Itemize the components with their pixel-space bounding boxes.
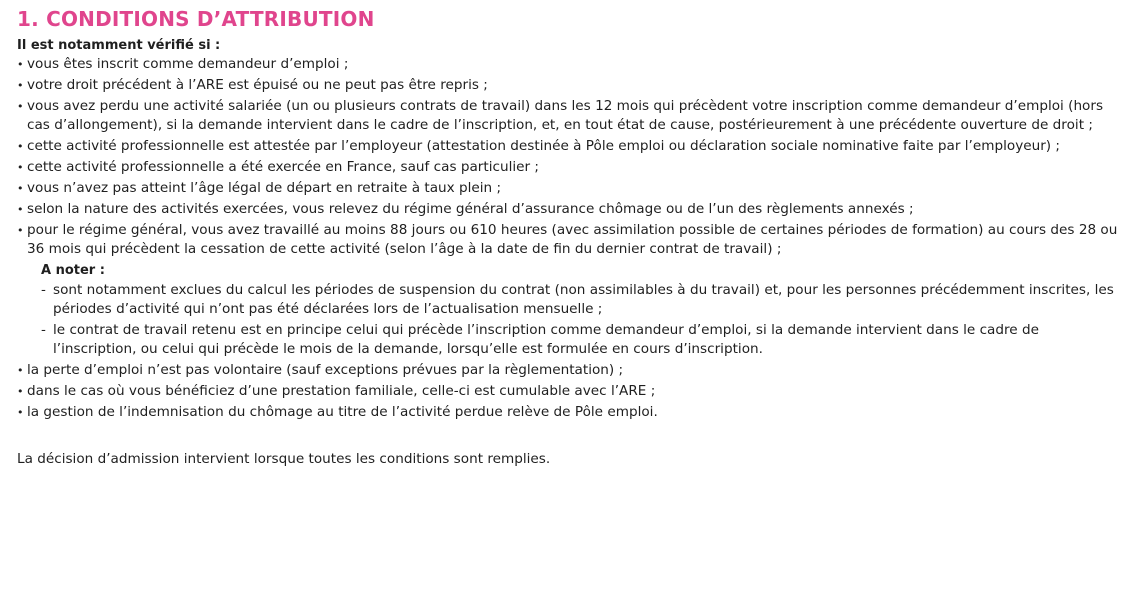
note-title: A noter :: [41, 263, 105, 278]
condition-item: • cette activité professionnelle est attestée par l’employeur (attestation destinée à Pôle emploi ou déclaration sociale nominative faite par l’employeur) ;: [17, 137, 1122, 156]
note-item: - sont notamment exclues du calcul les périodes de suspension du contrat (non assimilables à du travail) et, pour les personnes précédemment inscrites, les périodes d’activité qui n’ont pas été déclarées lors de l’actualisation mensuelle ;: [41, 281, 1122, 319]
conclusion-text: La décision d’admission intervient lorsque toutes les conditions sont remplies.: [17, 451, 551, 467]
conditions-list-continued: [17, 361, 1122, 422]
note-item: - le contrat de travail retenu est en principe celui qui précède l’inscription comme demandeur d’emploi, si la demande intervient dans le cadre de l’inscription, ou celui qui précède le mois de la demande, lorsqu’elle est formulée en cours d’inscription.: [41, 321, 1122, 359]
condition-item: • vous êtes inscrit comme demandeur d’emploi ;: [17, 55, 1122, 74]
document-page: [17, 6, 1122, 469]
condition-item: • pour le régime général, vous avez travaillé au moins 88 jours ou 610 heures (avec assimilation possible de certaines périodes de formation) au cours des 28 ou 36 mois qui précèdent la cessation de cette activité (selon l’âge à la date de fin du dernier contrat de travail) ;: [17, 221, 1122, 259]
condition-item: • cette activité professionnelle a été exercée en France, sauf cas particulier ;: [17, 158, 1122, 177]
condition-item: • votre droit précédent à l’ARE est épuisé ou ne peut pas être repris ;: [17, 76, 1122, 95]
condition-item: • vous avez perdu une activité salariée (un ou plusieurs contrats de travail) dans les 12 mois qui précèdent votre inscription comme demandeur d’emploi (hors cas d’allongement), si la demande intervient dans le cadre de l’inscription, et, en tout état de cause, postérieurement à une précédente ouverture de droit ;: [17, 97, 1122, 135]
conditions-list: [17, 55, 1122, 259]
note-list: [41, 281, 1122, 359]
condition-item: • vous n’avez pas atteint l’âge légal de départ en retraite à taux plein ;: [17, 179, 1122, 198]
intro-text: Il est notamment vérifié si :: [17, 38, 221, 53]
condition-item: • dans le cas où vous bénéficiez d’une prestation familiale, celle-ci est cumulable avec l’ARE ;: [17, 382, 1122, 401]
condition-item: • la gestion de l’indemnisation du chômage au titre de l’activité perdue relève de Pôle emploi.: [17, 403, 1122, 422]
condition-item: • la perte d’emploi n’est pas volontaire (sauf exceptions prévues par la règlementation) ;: [17, 361, 1122, 380]
note-block: [41, 261, 1122, 359]
section-title: 1. CONDITIONS D’ATTRIBUTION: [17, 7, 375, 31]
condition-item: • selon la nature des activités exercées, vous relevez du régime général d’assurance chômage ou de l’un des règlements annexés ;: [17, 200, 1122, 219]
